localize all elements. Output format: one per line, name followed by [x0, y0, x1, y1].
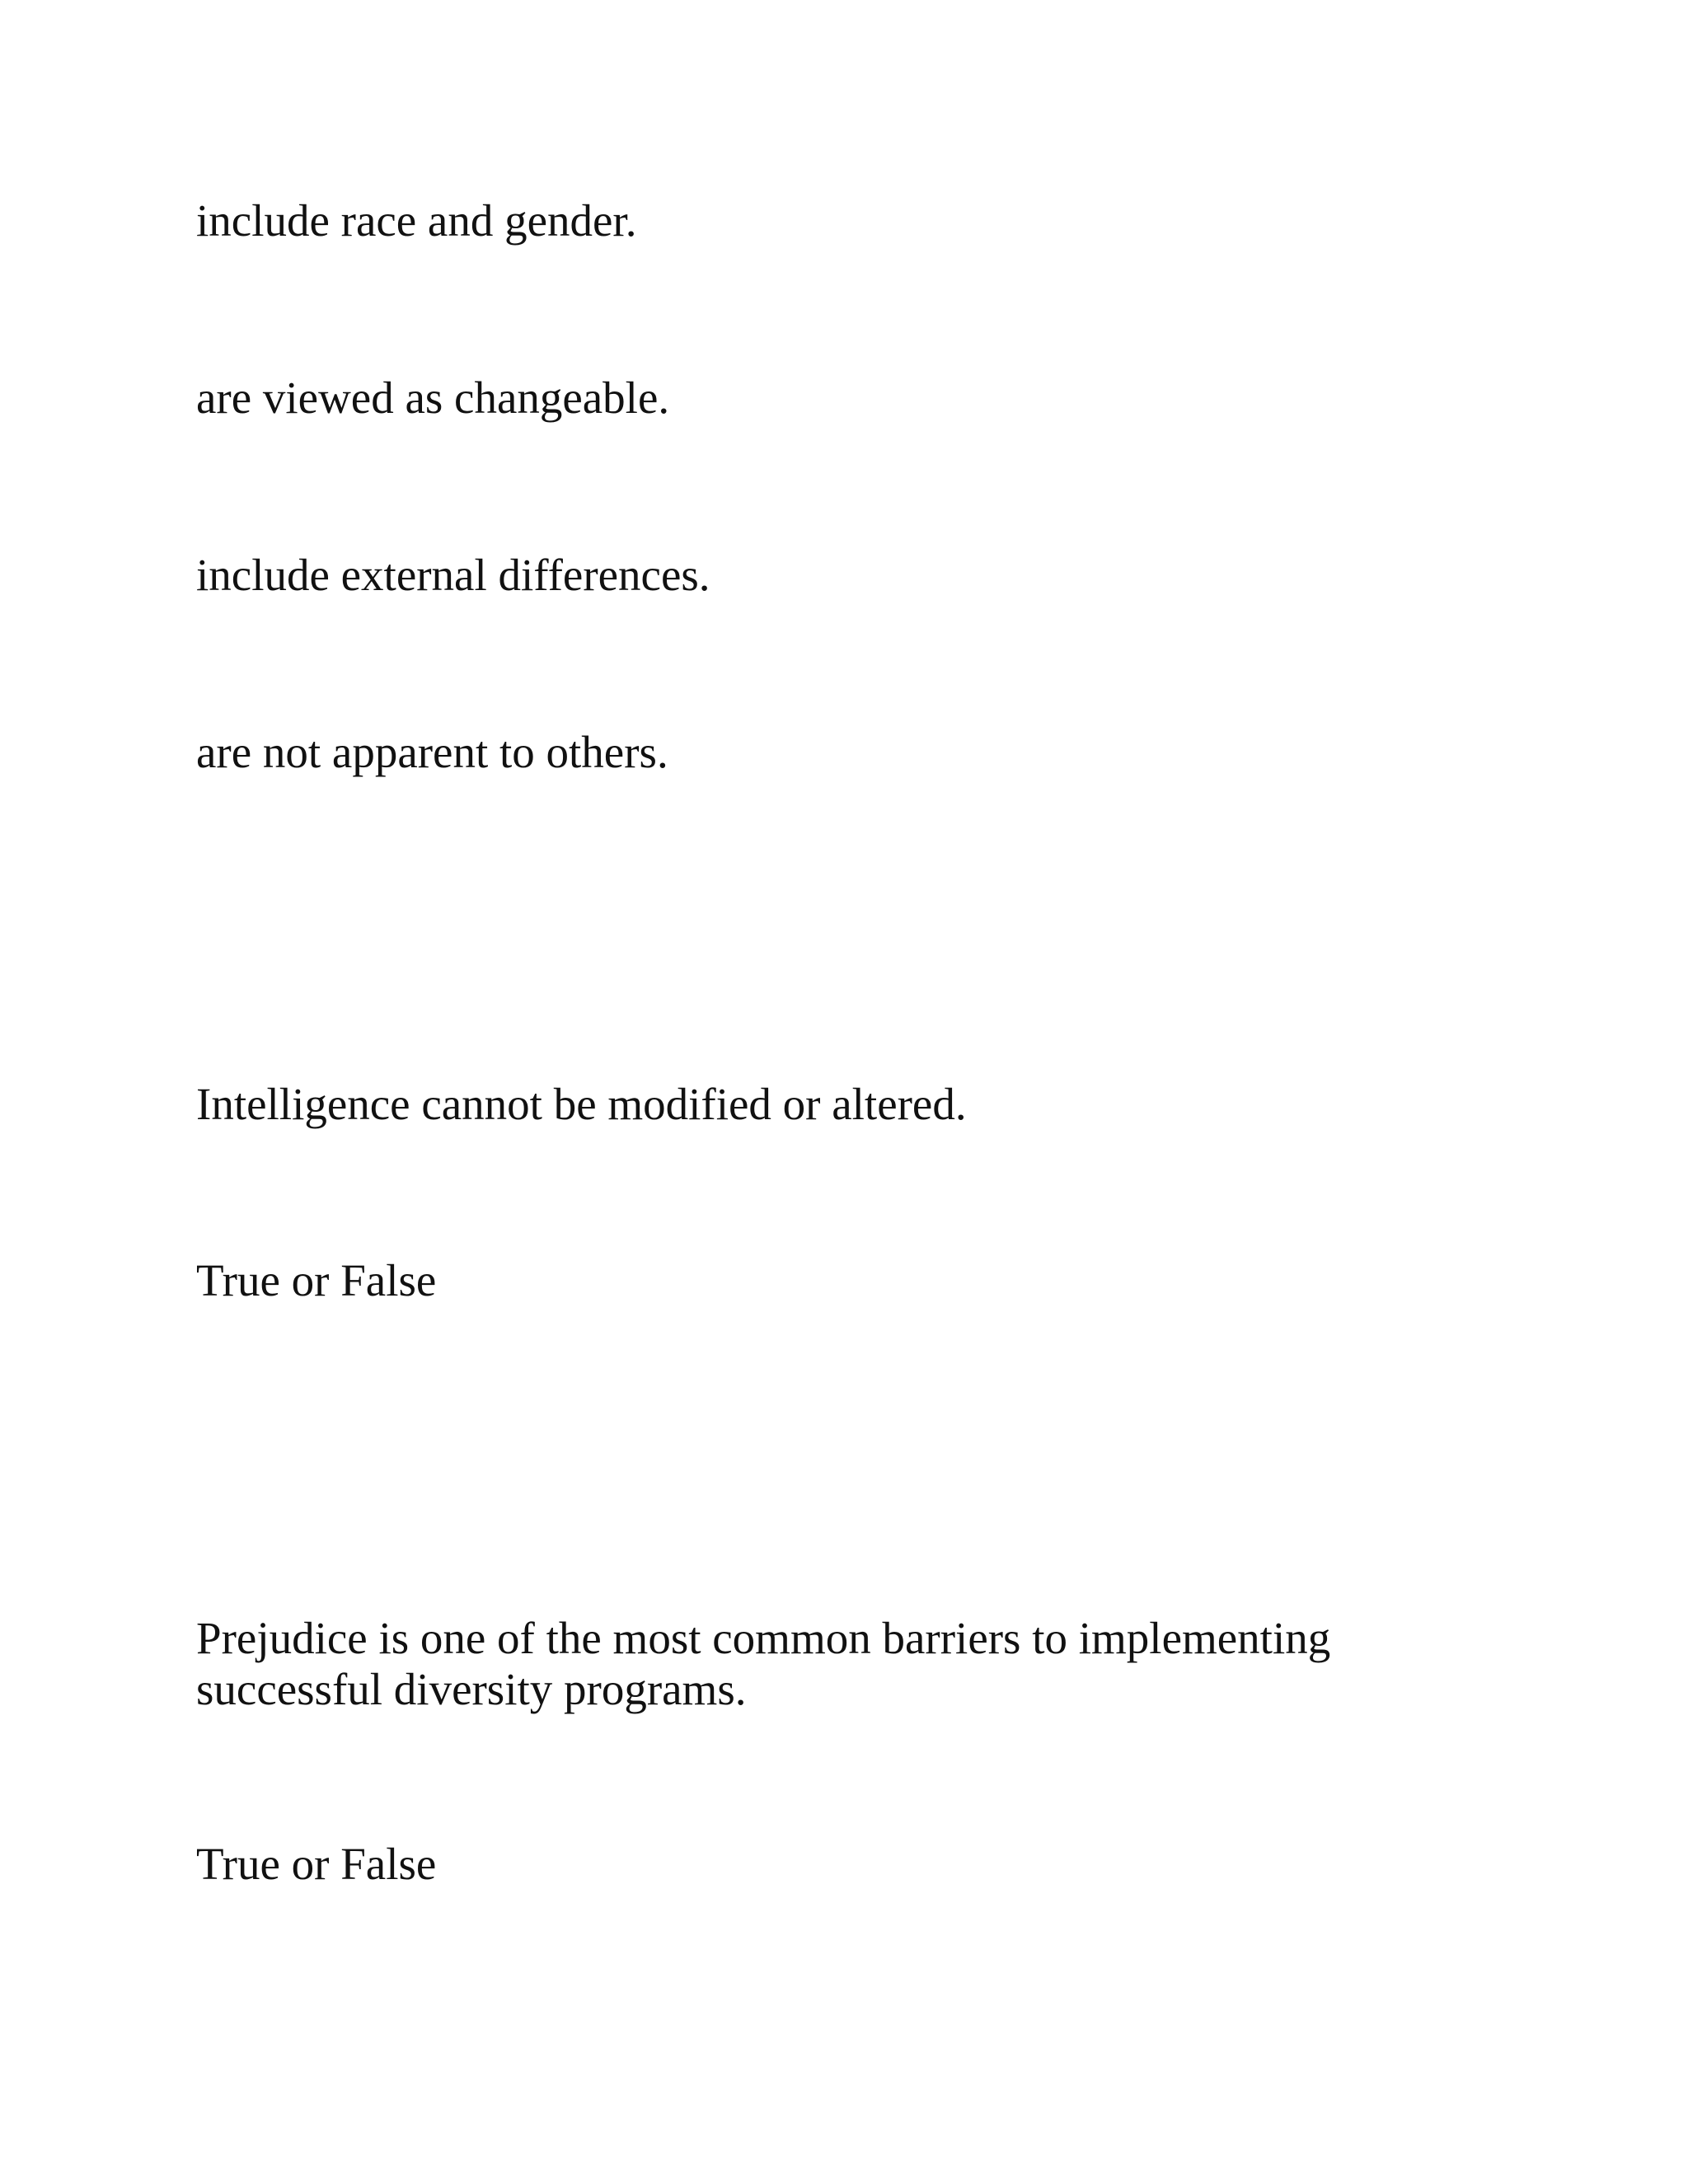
answer-option: include race and gender.	[196, 195, 637, 246]
question-statement-line-2: successful diversity programs.	[196, 1664, 747, 1714]
true-false-choices: True or False	[196, 1255, 437, 1305]
answer-option: are not apparent to others.	[196, 727, 668, 777]
answer-option: include external differences.	[196, 550, 710, 600]
question-statement-line-1: Prejudice is one of the most common barriers to implementing	[196, 1613, 1331, 1663]
question-statement: Intelligence cannot be modified or altered.	[196, 1079, 967, 1129]
answer-option: are viewed as changeable.	[196, 373, 670, 423]
true-false-choices: True or False	[196, 1839, 437, 1889]
